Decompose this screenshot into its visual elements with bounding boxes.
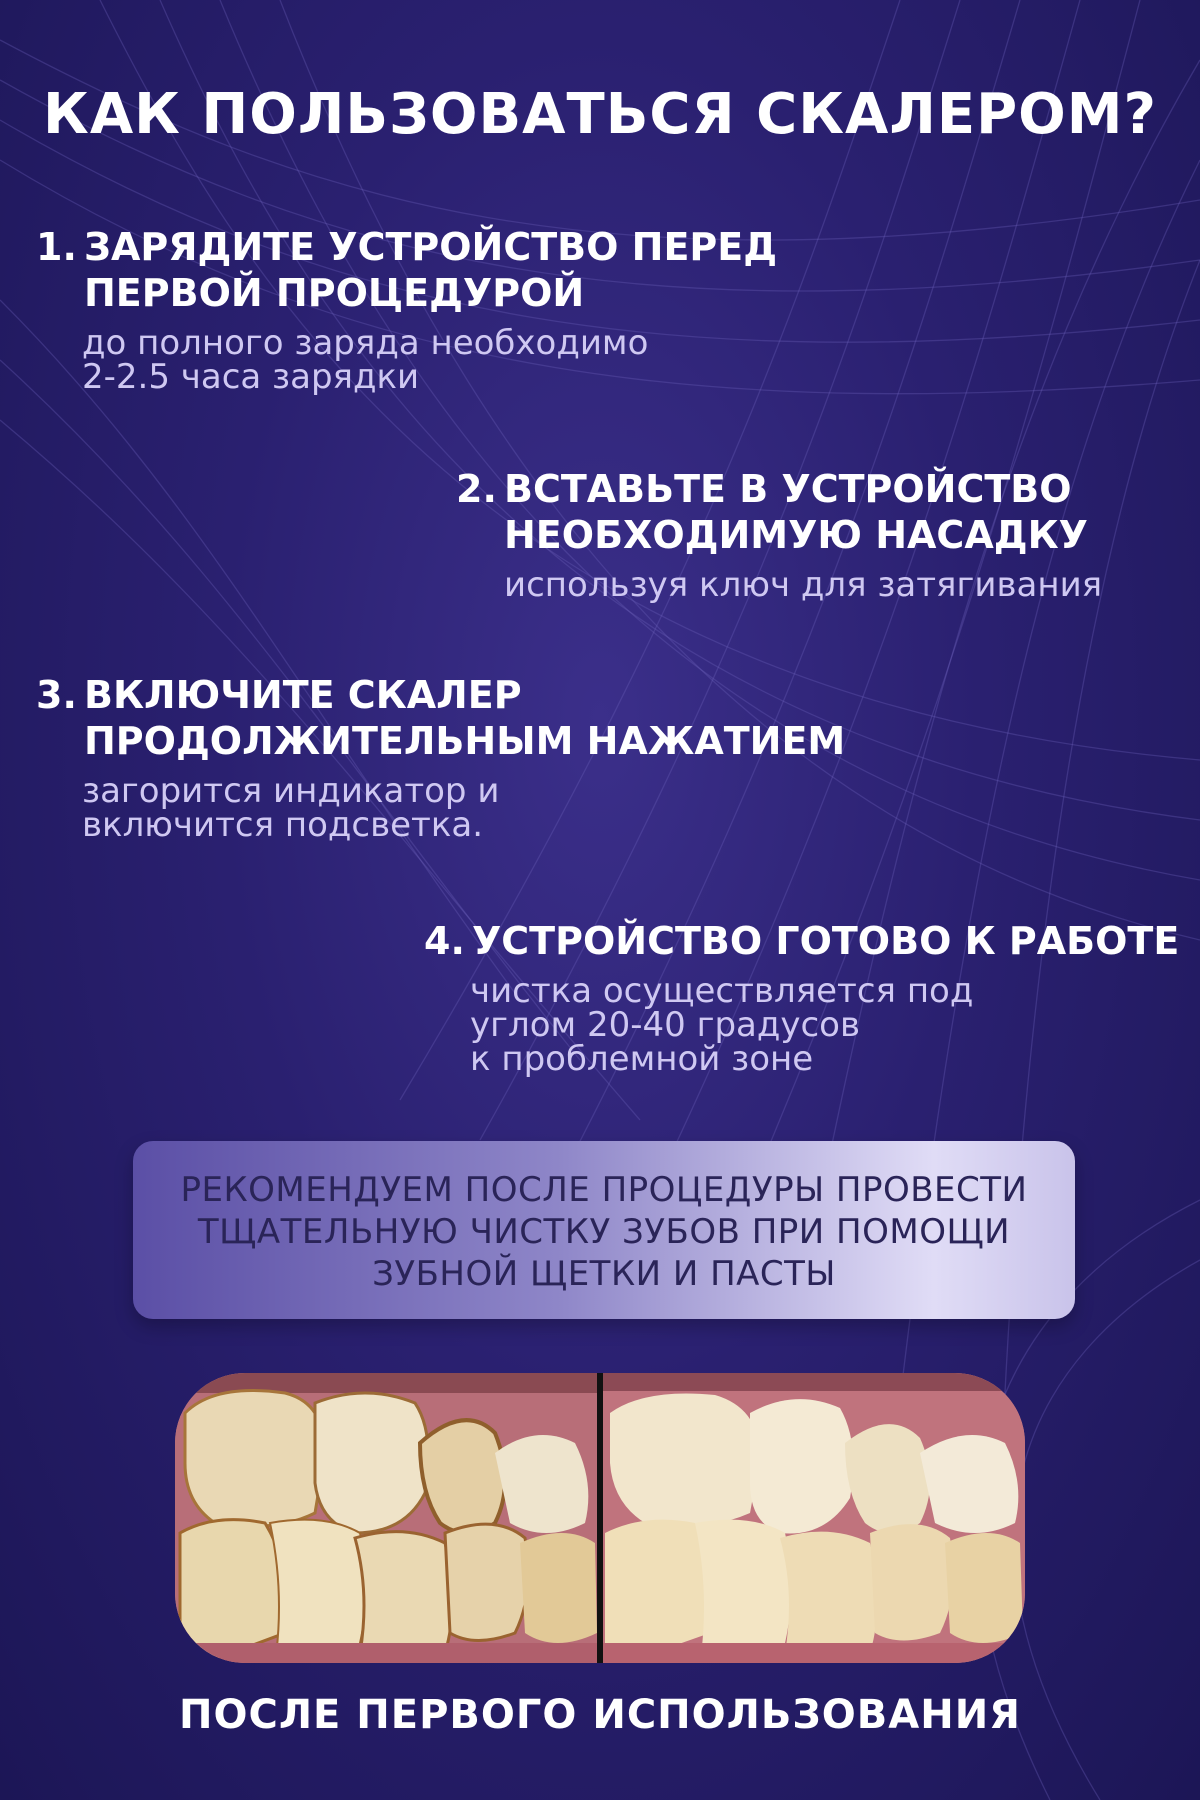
step-heading: ВКЛЮЧИТЕ СКАЛЕР	[84, 673, 522, 717]
step-number: 2.	[456, 467, 497, 511]
step-number: 3.	[36, 673, 77, 717]
step-description: загорится индикатор и	[82, 771, 500, 811]
step-description: углом 20-40 градусов	[470, 1005, 861, 1045]
step-description: к проблемной зоне	[470, 1039, 814, 1079]
before-after-photo	[175, 1373, 1025, 1663]
step-heading: УСТРОЙСТВО ГОТОВО К РАБОТЕ	[472, 919, 1180, 963]
step-number: 1.	[36, 225, 77, 269]
step-description: 2-2.5 часа зарядки	[82, 357, 420, 397]
step-1	[36, 224, 778, 397]
recommendation-line: ЗУБНОЙ ЩЕТКИ И ПАСТЫ	[372, 1254, 836, 1294]
step-3	[36, 672, 846, 845]
step-heading: ПЕРВОЙ ПРОЦЕДУРОЙ	[84, 271, 585, 315]
recommendation-line: ТЩАТЕЛЬНУЮ ЧИСТКУ ЗУБОВ ПРИ ПОМОЩИ	[197, 1212, 1011, 1252]
photo-caption: ПОСЛЕ ПЕРВОГО ИСПОЛЬЗОВАНИЯ	[179, 1692, 1021, 1738]
step-heading: НЕОБХОДИМУЮ НАСАДКУ	[504, 513, 1088, 557]
page-title: КАК ПОЛЬЗОВАТЬСЯ СКАЛЕРОМ?	[43, 82, 1157, 147]
before-image	[175, 1373, 597, 1663]
step-description: включится подсветка.	[82, 805, 484, 845]
step-heading: ВСТАВЬТЕ В УСТРОЙСТВО	[504, 467, 1072, 511]
step-heading: ЗАРЯДИТЕ УСТРОЙСТВО ПЕРЕД	[84, 225, 778, 269]
step-2	[456, 466, 1103, 605]
step-heading: ПРОДОЛЖИТЕЛЬНЫМ НАЖАТИЕМ	[84, 719, 846, 763]
recommendation-line: РЕКОМЕНДУЕМ ПОСЛЕ ПРОЦЕДУРЫ ПРОВЕСТИ	[180, 1170, 1028, 1210]
step-description: чистка осуществляется под	[470, 971, 974, 1011]
step-4	[424, 918, 1180, 1079]
step-description: используя ключ для затягивания	[504, 565, 1103, 605]
step-description: до полного заряда необходимо	[82, 323, 649, 363]
recommendation-banner	[133, 1141, 1075, 1319]
step-number: 4.	[424, 919, 465, 963]
after-image	[603, 1373, 1025, 1663]
